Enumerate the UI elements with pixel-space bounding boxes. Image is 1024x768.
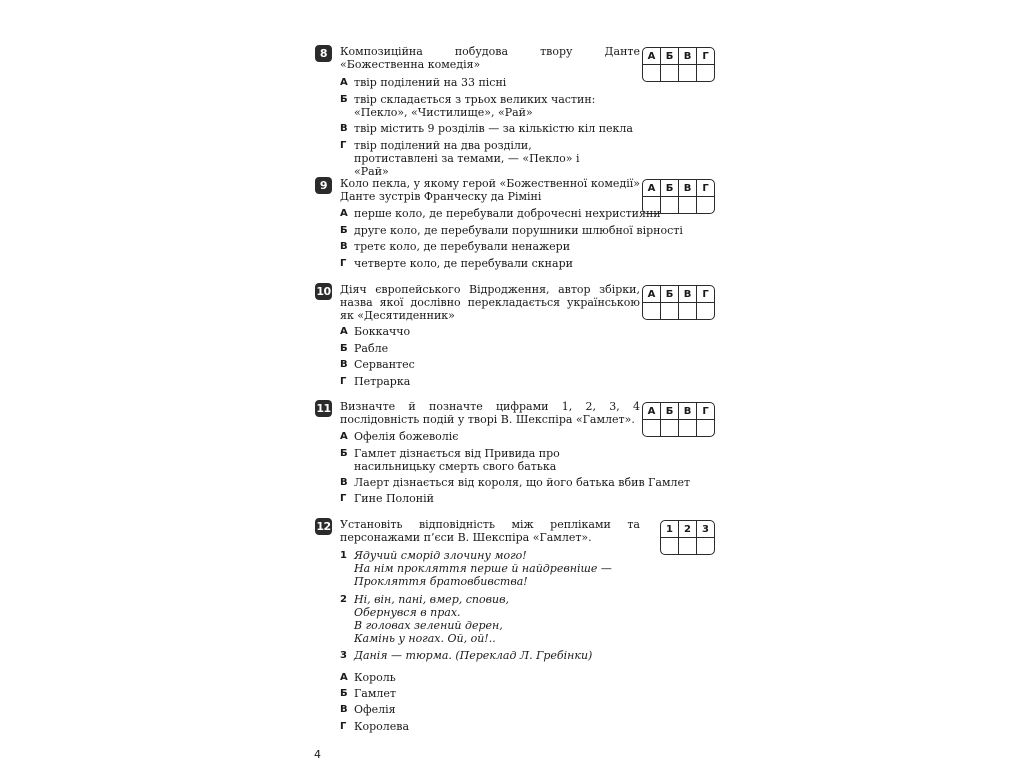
grid-cell[interactable]: [679, 303, 697, 320]
quote-line: Данія — тюрма.: [354, 649, 452, 662]
quote-3: [340, 649, 700, 662]
option: [340, 240, 700, 253]
option-letter: А: [340, 326, 348, 337]
grid-header-b: Б: [661, 48, 679, 65]
option: [340, 720, 700, 733]
option-text: Боккаччо: [354, 325, 411, 338]
question-number: 9: [315, 177, 332, 194]
option-text: твір поділений на 33 пісні: [354, 76, 507, 89]
option-letter: В: [340, 241, 348, 252]
question-stem: Діяч європейського Відродження, автор збірки, назва якої дослівно перекладається українською як «Десятиденник»: [340, 283, 640, 322]
option-text: Рабле: [354, 342, 389, 355]
grid-header-v: В: [679, 180, 697, 197]
option-text: Гамлет дізнається від Привида про насильницьку смерть свого батька: [354, 447, 560, 473]
option-letter: Г: [340, 258, 347, 269]
grid-header-g: Г: [697, 48, 715, 65]
option-text: Сервантес: [354, 358, 415, 371]
grid-header-a: А: [643, 48, 661, 65]
question-stem: Установіть відповідність між репліками та персонажами п’єси В. Шекспіра «Гамлет».: [340, 518, 640, 544]
option-text: твір складається з трьох великих частин: «Пекло», «Чистилище», «Рай»: [354, 93, 596, 119]
option-letter: Г: [340, 721, 347, 732]
option-letter: Б: [340, 94, 348, 105]
option-text: четверте коло, де перебували скнари: [354, 257, 573, 270]
option: [340, 430, 700, 443]
option-letter: В: [340, 704, 348, 715]
option: [340, 492, 700, 505]
option-text: друге коло, де перебували порушники шлюбної вірності: [354, 224, 683, 237]
grid-cell[interactable]: [643, 303, 661, 320]
grid-header-a: А: [643, 180, 661, 197]
option-text: Королева: [354, 720, 410, 733]
option-text: Петрарка: [354, 375, 411, 388]
option-text: Лаерт дізнається від короля, що його батька вбив Гамлет: [354, 476, 691, 489]
option-text: перше коло, де перебували доброчесні нехристияни: [354, 207, 661, 220]
grid-header-2: 2: [679, 521, 697, 538]
option: [340, 375, 700, 388]
grid-header-b: Б: [661, 286, 679, 303]
option: [340, 325, 700, 338]
option-letter: Б: [340, 448, 348, 459]
quote-line: В головах зелений дерен,: [354, 619, 503, 632]
question-stem: Композиційна побудова твору Данте «Божественна комедія»: [340, 45, 640, 71]
option-letter: Г: [340, 140, 347, 151]
quote-line: Ні, він, пані, вмер, сповив,: [354, 593, 509, 606]
quote-number: 2: [340, 594, 347, 605]
grid-header-a: А: [643, 286, 661, 303]
option: [340, 76, 700, 89]
option: [340, 703, 700, 716]
quote-number: 1: [340, 550, 347, 561]
question-number: 11: [316, 402, 331, 415]
option: [340, 93, 610, 119]
quote-1: [340, 549, 700, 588]
option-letter: А: [340, 672, 348, 683]
option-letter: Б: [340, 343, 348, 354]
option-letter: Б: [340, 688, 348, 699]
grid-header-v: В: [679, 48, 697, 65]
option: [340, 447, 640, 473]
question-number: 10: [316, 285, 331, 298]
quote-line: На нім прокляття перше й найдревніше —: [354, 562, 612, 575]
grid-header-v: В: [679, 286, 697, 303]
quote-line: Камінь у ногах. Ой, ой!..: [354, 632, 496, 645]
question-number: 12: [316, 520, 331, 533]
grid-header-3: 3: [697, 521, 715, 538]
grid-header-g: Г: [697, 180, 715, 197]
quote-2: [340, 593, 700, 645]
translator-credit: (Переклад Л. Гребінки): [455, 649, 593, 662]
option-text: Король: [354, 671, 396, 684]
question-number: 8: [315, 45, 332, 62]
grid-header-b: Б: [661, 180, 679, 197]
answer-grid[interactable]: [642, 285, 715, 320]
grid-header-v: В: [679, 403, 697, 420]
grid-header-g: Г: [697, 403, 715, 420]
option-letter: Б: [340, 225, 348, 236]
option-text: твір поділений на два розділи, протиставлені за темами, — «Пекло» і «Рай»: [354, 139, 580, 178]
grid-header-a: А: [643, 403, 661, 420]
option-text: Офелія: [354, 703, 396, 716]
option: [340, 342, 700, 355]
option: [340, 122, 700, 135]
grid-header-g: Г: [697, 286, 715, 303]
quote-line: Обернувся в прах.: [354, 606, 461, 619]
question-stem: Визначте й позначте цифрами 1, 2, 3, 4 послідовність подій у творі В. Шекспіра «Гамлет».: [340, 400, 640, 426]
quote-line: Ядучий сморід злочину мого!: [354, 549, 527, 562]
option: [340, 139, 610, 178]
option: [340, 224, 700, 237]
option-text: Гамлет: [354, 687, 396, 700]
option-text: Гине Полоній: [354, 492, 434, 505]
option-text: твір містить 9 розділів — за кількістю кіл пекла: [354, 122, 633, 135]
page-number: 4: [314, 748, 321, 761]
option: [340, 207, 700, 220]
option-text: третє коло, де перебували ненажери: [354, 240, 571, 253]
option-letter: А: [340, 208, 348, 219]
grid-cell[interactable]: [697, 303, 715, 320]
option: [340, 257, 700, 270]
grid-header-b: Б: [661, 403, 679, 420]
option-letter: Г: [340, 493, 347, 504]
option: [340, 476, 700, 489]
option-letter: В: [340, 359, 348, 370]
option-letter: В: [340, 477, 348, 488]
option-letter: А: [340, 77, 348, 88]
quote-number: 3: [340, 650, 347, 661]
option: [340, 358, 700, 371]
question-stem: Коло пекла, у якому герой «Божественної комедії» Данте зустрів Франческу да Ріміні: [340, 177, 640, 203]
option: [340, 687, 700, 700]
option: [340, 671, 700, 684]
grid-header-1: 1: [661, 521, 679, 538]
option-letter: Г: [340, 376, 347, 387]
option-letter: А: [340, 431, 348, 442]
grid-cell[interactable]: [661, 303, 679, 320]
option-letter: В: [340, 123, 348, 134]
quote-line: Прокляття братовбивства!: [354, 575, 528, 588]
option-text: Офелія божеволіє: [354, 430, 459, 443]
